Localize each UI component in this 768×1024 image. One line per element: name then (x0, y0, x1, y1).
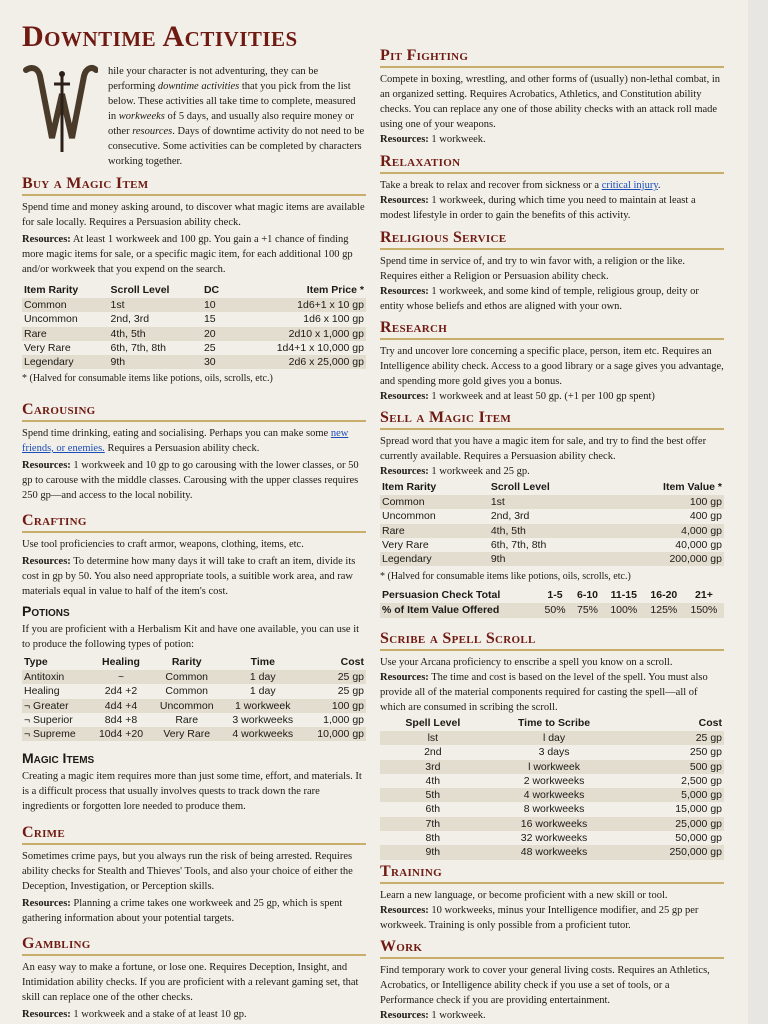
table-row: Common 1st 100 gp (382, 496, 722, 508)
section-training (380, 862, 724, 933)
dropcap-w (22, 64, 98, 162)
section-religious-service (380, 228, 724, 314)
col-header: Type (24, 656, 48, 668)
friends-enemies-link[interactable]: new friends, or enemies. (22, 428, 349, 454)
section-resources: Resources: 10 workweeks, minus your Intelligence modifier, and 25 gp per workweek. Training is only possible from a proficient tutor. (380, 905, 699, 931)
section-heading: Research (380, 318, 724, 340)
table-row: Antitoxin ~ Common 1 day 25 gp (24, 671, 364, 683)
section-desc: Spend time and money asking around, to discover what magic items are available for sale locally. Requires a Persuasion ability check. (22, 202, 365, 228)
table-row: 2nd 3 days 250 gp (424, 746, 722, 759)
table-row: ¬ Supreme 10d4 +20 Very Rare 4 workweeks 10,000 gp (24, 728, 364, 741)
section-heading: Sell a Magic Item (380, 408, 724, 430)
section-resources: Resources: To determine how many days it will take to craft an item, divide its cost in gp by 50. You also need appropriate tools, a suitible work area, and raw materials equal in value to half of the item's cost. (22, 556, 356, 597)
table-row: Rare 4th, 5th 20 2d10 x 1,000 gp (24, 327, 364, 340)
section-scribe-spell-scroll (380, 629, 724, 860)
section-resources: Resources: 1 workweek and a stake of at least 10 gp. (22, 1009, 247, 1020)
table-row: Legendary 9th 200,000 gp (382, 553, 722, 566)
section-magic-items (22, 750, 366, 814)
table-row: 8th 32 workweeks 50,000 gp (425, 832, 722, 845)
section-desc: Compete in boxing, wrestling, and other forms of (usually) non-lethal combat, in an organized setting. Requires Acrobatics, Athletics, and Constitution ability checks. You can replace any one of those ability checks with an attack roll made using one of your weapons. (380, 74, 721, 130)
col-header: 1-5 (547, 589, 563, 602)
section-desc: Spend time drinking, eating and socialising. Perhaps you can make some new friends, or enemies. Requires a Persuasion ability check. (22, 428, 349, 454)
table-row: % of Item Value Offered 50% 75% 100% 125% 150% (380, 603, 724, 617)
section-resources: Resources: 1 workweek and at least 50 gp. (+1 per 100 gp spent) (380, 391, 655, 402)
col-header: Cost (698, 717, 722, 729)
col-header: 11-15 (610, 589, 637, 602)
section-desc: Take a break to relax and recover from sickness or a critical injury. (380, 180, 661, 191)
table-row: Common 1st 10 1d6+1 x 10 gp (24, 299, 364, 311)
col-header: Rarity (171, 656, 202, 668)
section-heading: Relaxation (380, 152, 724, 174)
col-header: Persuasion Check Total (382, 589, 501, 602)
table-row: Uncommon 2nd, 3rd 400 gp (382, 510, 722, 523)
col-header: DC (203, 284, 220, 296)
col-header: Spell Level (405, 717, 461, 729)
table-row: 4th 2 workweeks 2,500 gp (425, 774, 722, 787)
section-buy-magic-item (22, 174, 366, 386)
section-gambling (22, 934, 366, 1022)
section-pit-fighting (380, 46, 724, 147)
subsection-heading: Magic Items (22, 750, 95, 766)
table-row: 9th 48 workweeks 250,000 gp (380, 845, 724, 859)
col-header: Scroll Level (110, 284, 170, 296)
buy-table (22, 283, 366, 369)
critical-injury-link[interactable]: critical injury (601, 180, 658, 191)
col-header: Time (250, 656, 275, 668)
table-row: 6th 8 workweeks 15,000 gp (425, 803, 722, 816)
section-potions (22, 603, 366, 741)
table-row: lst l day 25 gp (380, 731, 724, 745)
table-row: ¬ Superior 8d4 +8 Rare 3 workweeks 1,000 gp (24, 713, 364, 726)
scroll-table (380, 716, 724, 860)
col-header: Time to Scribe (517, 717, 591, 729)
section-heading: Scribe a Spell Scroll (380, 629, 724, 651)
section-desc: Use your Arcana proficiency to enscribe a spell you know on a scroll. (380, 657, 673, 668)
col-header: 6-10 (577, 589, 599, 602)
section-research (380, 318, 724, 404)
table-row: 3rd l workweek 500 gp (380, 760, 724, 774)
section-heading: Carousing (22, 400, 366, 422)
section-resources: Resources: 1 workweek. (380, 1010, 486, 1021)
col-header: Item Value * (663, 481, 722, 493)
section-resources: Resources: 1 workweek, and some kind of temple, religious group, deity or entity whose beliefs and ethos are aligned with your own. (380, 286, 699, 312)
section-resources: Resources: At least 1 workweek and 100 gp. You gain a +1 chance of finding more magic items for sale, or a specific magic item, for each additional 100 gp and/or workweek that you expend on the search. (22, 234, 353, 275)
col-header: Cost (340, 656, 364, 668)
table-row: Healing 2d4 +2 Common 1 day 25 gp (24, 685, 364, 698)
section-desc: Creating a magic item requires more than just some time, effort, and materials. It is a difficult process that usually involves quests to track down the rare ingredients or forgotten lore needed to produce them. (22, 771, 362, 812)
section-desc: Spread word that you have a magic item for sale, and try to find the best offer currently available. Requires a Persuasion ability check. (380, 436, 707, 462)
sell-table (380, 480, 724, 566)
section-work (380, 937, 724, 1023)
section-heading: Crafting (22, 511, 366, 533)
col-header: Item Price * (306, 284, 364, 296)
section-resources: Resources: 1 workweek, during which time you need to maintain at least a modest lifestyle in order to gain the benefits of this activity. (380, 195, 696, 221)
table-note: * (Halved for consumable items like potions, oils, scrolls, etc.) (22, 373, 273, 385)
section-crafting (22, 511, 366, 599)
col-header: Healing (102, 656, 140, 668)
col-header: Item Rarity (24, 284, 79, 296)
page-title: Downtime Activities (22, 20, 298, 53)
col-header: 21+ (695, 589, 713, 602)
table-row: ¬ Greater 4d4 +4 Uncommon 1 workweek 100 gp (24, 699, 364, 712)
section-heading: Training (380, 862, 724, 884)
section-desc: Find temporary work to cover your general living costs. Requires an Athletics, Acrobatics, or Intelligence ability check if you use a set of tools, or a Performance check if you are providing entertainment. (380, 965, 710, 1006)
table-note: * (Halved for consumable items like potions, oils, scrolls, etc.) (380, 571, 631, 583)
table-row: Legendary 9th 30 2d6 x 25,000 gp (24, 356, 364, 369)
section-desc: Sometimes crime pays, but you always run the risk of being arrested. Requires ability checks for Stealth and Thieves' Tools, and also your choice of either the Deception, Investigation, or Perception skills. (22, 851, 353, 892)
section-crime (22, 823, 366, 926)
section-heading: Buy a Magic Item (22, 174, 366, 196)
col-header: Item Rarity (382, 481, 437, 493)
section-heading: Religious Service (380, 228, 724, 250)
table-row: 7th 16 workweeks 25,000 gp (380, 817, 724, 831)
table-row: Very Rare 6th, 7th, 8th 40,000 gp (382, 538, 722, 551)
section-heading: Crime (22, 823, 366, 845)
table-row: Very Rare 6th, 7th, 8th 25 1d4+1 x 10,000 gp (24, 341, 364, 354)
col-header: 16-20 (650, 589, 678, 602)
section-heading: Gambling (22, 934, 366, 956)
section-resources: Resources: 1 workweek and 10 gp to go carousing with the lower classes, or 50 gp to carouse with the middle classes. Carousing with the upper classes requires 250 gp—and access to the local nobility. (22, 460, 359, 501)
table-row: 5th 4 workweeks 5,000 gp (380, 788, 724, 802)
table-row: Rare 4th, 5th 4,000 gp (382, 524, 722, 537)
col-header: Scroll Level (490, 481, 550, 493)
section-resources: Resources: Planning a crime takes one workweek and 25 gp, which is spent gathering information about your potential targets. (22, 898, 343, 924)
section-sell-magic-item (380, 408, 724, 618)
table-row: Uncommon 2nd, 3rd 15 1d6 x 100 gp (24, 313, 364, 326)
section-heading: Work (380, 937, 724, 959)
section-resources: Resources: 1 workweek and 25 gp. (380, 466, 530, 477)
section-desc: Use tool proficiencies to craft armor, weapons, clothing, items, etc. (22, 539, 304, 550)
section-heading: Pit Fighting (380, 46, 724, 68)
potions-table (22, 655, 366, 741)
section-desc: An easy way to make a fortune, or lose one. Requires Deception, Insight, and Intimidation ability checks. If you are proficient with a relevant gaming set, that skill can replace one of the other checks. (22, 962, 359, 1003)
persuasion-table (380, 588, 724, 617)
section-desc: If you are proficient with a Herbalism Kit and have one available, you can use it to produce the following types of potion: (22, 624, 360, 650)
section-carousing (22, 400, 366, 503)
section-desc: Learn a new language, or become proficient with a new skill or tool. (380, 890, 668, 901)
section-resources: Resources: The time and cost is based on the level of the spell. You must also provide all of the material components required for casting the spell—all of which are consumed in scribing the scroll. (380, 672, 708, 713)
subsection-heading: Potions (22, 603, 70, 619)
section-resources: Resources: 1 workweek. (380, 134, 486, 145)
intro-text: hile your character is not adventuring, they can be performing downtime activities that you pick from the list below. These activities all take time to complete, measured in workweeks of 5 days, and usually also require money or other resources. Days of downtime activity do not need to be consecutive. Some activities can be completed by characters working together. (108, 66, 365, 167)
section-desc: Spend time in service of, and try to win favor with, a religion or the like. Requires either a Religion or Persuasion ability check. (380, 256, 686, 282)
section-desc: Try and uncover lore concerning a specific place, person, item etc. Requires an Intelligence ability check. Access to a good library or a sage gives you advantage, and spending more gold gives you a bonus. (380, 346, 724, 387)
section-relaxation (380, 152, 724, 223)
